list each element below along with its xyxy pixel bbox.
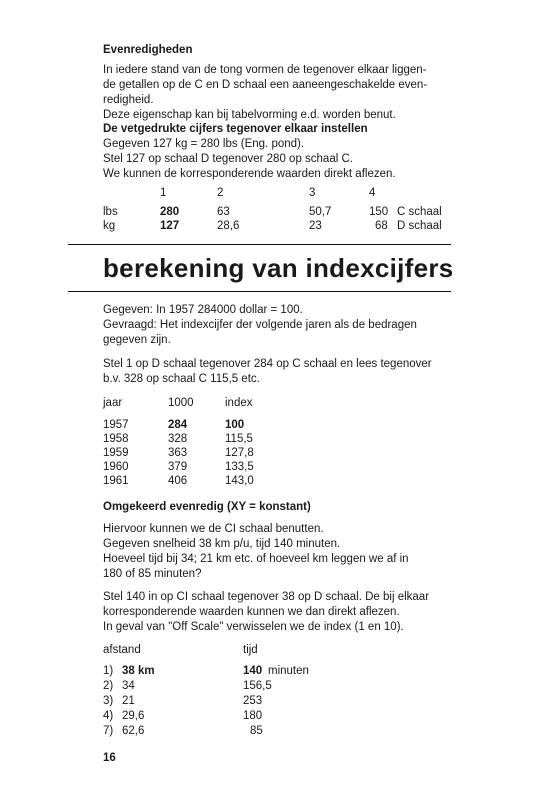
row-label-kg: kg bbox=[103, 220, 116, 232]
paragraph-line: Stel 127 op schaal D tegenover 280 op schaal C. bbox=[103, 153, 353, 165]
paragraph-line: gegeven zijn. bbox=[103, 334, 171, 346]
column-header: index bbox=[225, 397, 253, 409]
year-cell: 1957 bbox=[103, 419, 129, 431]
paragraph-line: Stel 1 op D schaal tegenover 284 op C schaal en lees tegenover bbox=[103, 358, 432, 370]
index-cell: 143,0 bbox=[225, 475, 254, 487]
paragraph-line: In geval van "Off Scale" verwisselen we de index (1 en 10). bbox=[103, 621, 404, 633]
column-number: 2 bbox=[217, 187, 224, 199]
scale-label: D schaal bbox=[397, 220, 442, 232]
year-cell: 1961 bbox=[103, 475, 129, 487]
time-cell: 140 bbox=[243, 665, 263, 677]
column-header: tijd bbox=[243, 644, 258, 656]
amount-cell: 328 bbox=[168, 433, 188, 445]
cell-value: 63 bbox=[217, 206, 230, 218]
paragraph-line: Hiervoor kunnen we de CI schaal benutten. bbox=[103, 523, 324, 535]
chapter-heading: berekening van indexcijfers bbox=[103, 253, 454, 283]
row-number: 7) bbox=[103, 725, 114, 737]
cell-value: 50,7 bbox=[309, 206, 332, 218]
index-cell: 115,5 bbox=[225, 433, 253, 445]
page-number: 16 bbox=[103, 752, 116, 764]
row-label-lbs: lbs bbox=[103, 206, 118, 218]
cell-value: 68 bbox=[375, 220, 388, 232]
paragraph-line: Gegeven 127 kg = 280 lbs (Eng. pond). bbox=[103, 138, 305, 150]
section-title-omgekeerd: Omgekeerd evenredig (XY = konstant) bbox=[103, 501, 311, 513]
time-cell: 180 bbox=[243, 710, 263, 722]
paragraph-line: Gevraagd: Het indexcijfer der volgende jaren als de bedragen bbox=[103, 319, 417, 331]
paragraph-line: Gegeven snelheid 38 km p/u, tijd 140 minuten. bbox=[103, 538, 341, 550]
paragraph-line: Gegeven: In 1957 284000 dollar = 100. bbox=[103, 304, 303, 316]
time-cell: 253 bbox=[243, 695, 263, 707]
distance-cell: 34 bbox=[122, 680, 135, 692]
time-cell: 156,5 bbox=[243, 680, 272, 692]
paragraph-line: redigheid. bbox=[103, 94, 154, 106]
distance-cell: 21 bbox=[122, 695, 135, 707]
index-cell: 133,5 bbox=[225, 461, 254, 473]
index-cell: 100 bbox=[225, 419, 245, 431]
year-cell: 1959 bbox=[103, 447, 129, 459]
row-number: 3) bbox=[103, 695, 114, 707]
cell-value: 150 bbox=[369, 206, 389, 218]
time-cell: 85 bbox=[250, 725, 263, 737]
distance-cell: 29,6 bbox=[122, 710, 145, 722]
rule-bottom bbox=[68, 291, 451, 292]
column-number: 4 bbox=[369, 187, 376, 199]
paragraph-line: Hoeveel tijd bij 34; 21 km etc. of hoeveel km leggen we af in bbox=[103, 553, 409, 565]
cell-value: 127 bbox=[160, 220, 180, 232]
scale-label: C schaal bbox=[397, 206, 442, 218]
paragraph-line: In iedere stand van de tong vormen de tegenover elkaar liggen- bbox=[103, 64, 427, 76]
column-number: 1 bbox=[160, 187, 167, 199]
paragraph-line: Deze eigenschap kan bij tabelvorming e.d. worden benut. bbox=[103, 109, 396, 121]
paragraph-line: We kunnen de korresponderende waarden direkt aflezen. bbox=[103, 168, 396, 180]
row-number: 1) bbox=[103, 665, 114, 677]
unit-label: minuten bbox=[268, 665, 309, 677]
row-number: 2) bbox=[103, 680, 114, 692]
paragraph-line: Stel 140 in op CI schaal tegenover 38 op D schaal. De bij elkaar bbox=[103, 591, 430, 603]
paragraph-line: b.v. 328 op schaal C 115,5 etc. bbox=[103, 373, 260, 385]
year-cell: 1958 bbox=[103, 433, 129, 445]
cell-value: 28,6 bbox=[217, 220, 240, 232]
column-header: afstand bbox=[103, 644, 141, 656]
amount-cell: 379 bbox=[168, 461, 188, 473]
rule-top bbox=[68, 244, 451, 245]
amount-cell: 363 bbox=[168, 447, 188, 459]
section-title-evenredigheden: Evenredigheden bbox=[103, 44, 193, 56]
paragraph-line: 180 of 85 minuten? bbox=[103, 568, 202, 580]
amount-cell: 406 bbox=[168, 475, 188, 487]
column-header: jaar bbox=[103, 397, 123, 409]
column-header: 1000 bbox=[168, 397, 194, 409]
year-cell: 1960 bbox=[103, 461, 129, 473]
distance-cell: 38 km bbox=[122, 665, 155, 677]
index-cell: 127,8 bbox=[225, 447, 254, 459]
column-number: 3 bbox=[309, 187, 316, 199]
bold-instruction: De vetgedrukte cijfers tegenover elkaar instellen bbox=[103, 123, 368, 135]
paragraph-line: korresponderende waarden kunnen we dan direkt aflezen. bbox=[103, 606, 400, 618]
cell-value: 280 bbox=[160, 206, 180, 218]
cell-value: 23 bbox=[309, 220, 322, 232]
amount-cell: 284 bbox=[168, 419, 188, 431]
row-number: 4) bbox=[103, 710, 114, 722]
paragraph-line: de getallen op de C en D schaal een aaneengeschakelde even- bbox=[103, 79, 428, 91]
distance-cell: 62,6 bbox=[122, 725, 145, 737]
